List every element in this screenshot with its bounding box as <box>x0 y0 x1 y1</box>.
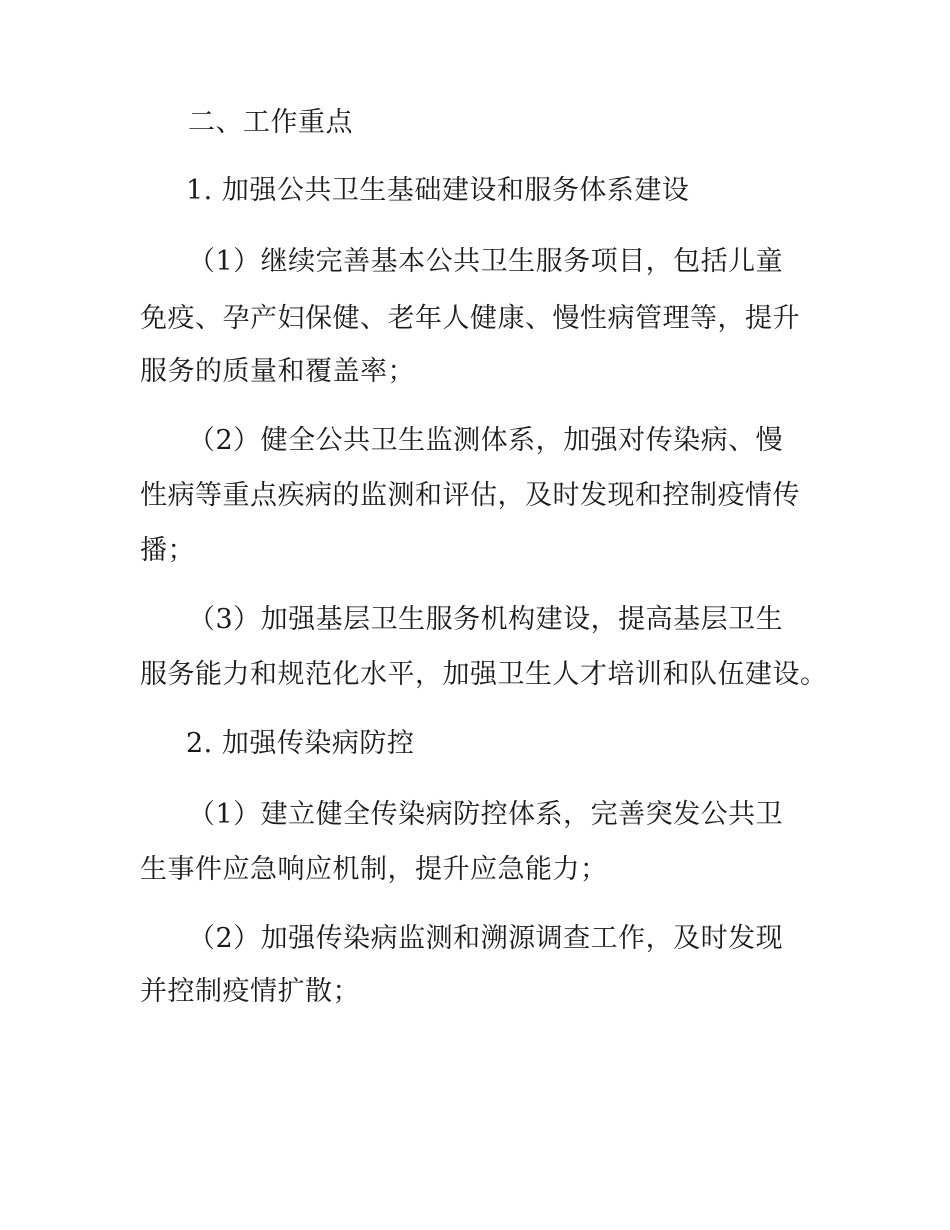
paragraph-2-1-line-2: 生事件应急响应机制，提升应急能力； <box>140 854 608 885</box>
paragraph-2-2-line-2: 并控制疫情扩散； <box>140 976 360 1007</box>
paragraph-2-2-line-1: （2）加强传染病监测和溯源调查工作，及时发现 <box>188 923 784 954</box>
paragraph-1-2-line-3: 播； <box>140 535 195 566</box>
paragraph-1-2-line-1: （2）健全公共卫生监测体系，加强对传染病、慢 <box>188 425 784 456</box>
section-heading: 二、工作重点 <box>188 107 353 138</box>
paragraph-2-1-line-1: （1）建立健全传染病防控体系，完善突发公共卫 <box>188 799 784 830</box>
paragraph-1-3-line-1: （3）加强基层卫生服务机构建设，提高基层卫生 <box>188 604 784 635</box>
paragraph-1-1-line-1: （1）继续完善基本公共卫生服务项目，包括儿童 <box>188 246 784 277</box>
paragraph-1-1-line-3: 服务的质量和覆盖率； <box>140 356 415 387</box>
subsection-heading-1: 1. 加强公共卫生基础建设和服务体系建设 <box>186 175 690 206</box>
paragraph-1-3-line-2: 服务能力和规范化水平，加强卫生人才培训和队伍建设。 <box>140 659 828 690</box>
subsection-heading-2: 2. 加强传染病防控 <box>186 728 415 759</box>
paragraph-1-1-line-2: 免疫、孕产妇保健、老年人健康、慢性病管理等，提升 <box>140 303 800 334</box>
paragraph-1-2-line-2: 性病等重点疾病的监测和评估，及时发现和控制疫情传 <box>140 480 800 511</box>
